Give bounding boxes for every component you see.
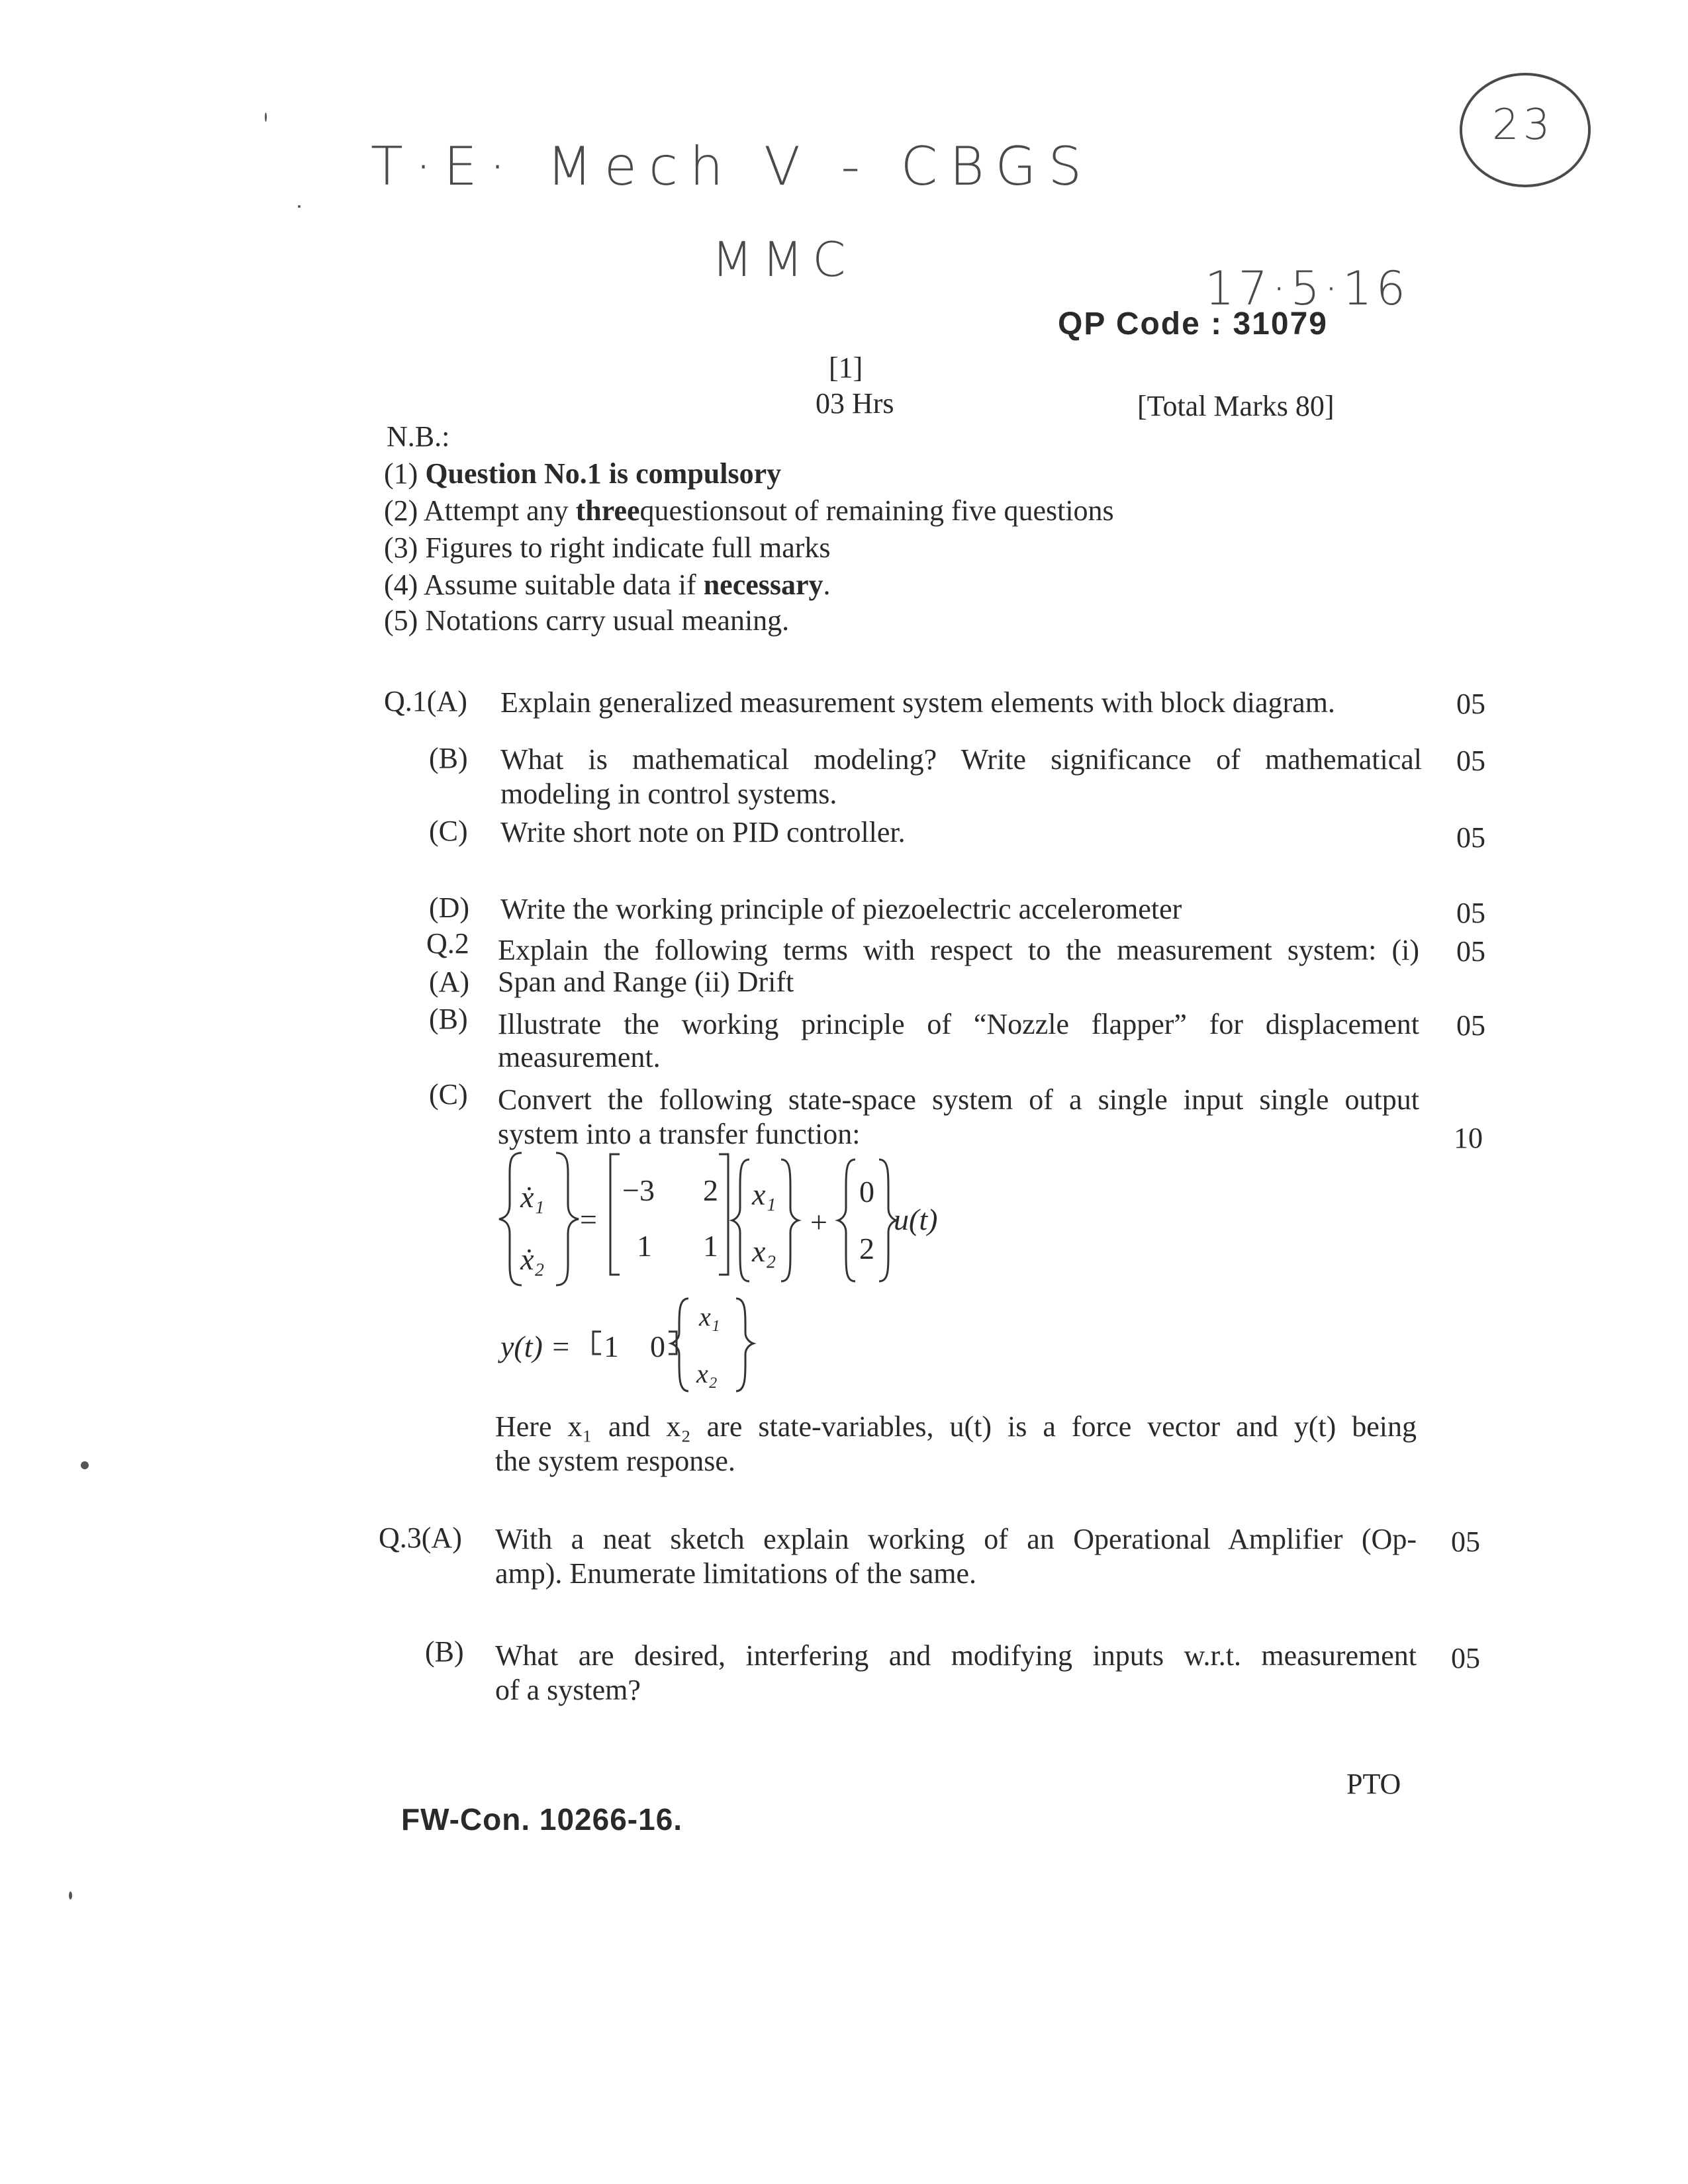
question-marks: 05	[1451, 1642, 1480, 1674]
scan-speck	[81, 1461, 89, 1469]
plus-sign: +	[810, 1205, 827, 1239]
scan-speck	[265, 113, 267, 122]
scan-speck	[69, 1891, 72, 1899]
instruction-num: (2)	[384, 494, 418, 527]
question-text: Write short note on PID controller.	[500, 816, 906, 848]
state-space-brackets	[490, 1145, 1086, 1423]
handwritten-date: 17·5·16	[1205, 261, 1410, 316]
handwritten-subject: MMC	[712, 232, 855, 287]
instruction-num: (4)	[384, 569, 418, 601]
question-text: Span and Range (ii) Drift	[498, 966, 794, 998]
question-marks: 05	[1456, 1009, 1485, 1042]
question-label: (B)	[429, 1003, 468, 1035]
instruction-pre: Figures to right indicate full marks	[425, 531, 831, 564]
question-label: (A)	[429, 966, 470, 998]
question-label: (C)	[429, 815, 468, 847]
matrix-c-cell: 1	[604, 1330, 619, 1363]
state-var-2: x₂	[752, 1234, 776, 1268]
question-marks: 05	[1456, 688, 1485, 720]
question-label: (B)	[429, 742, 468, 774]
footer-code: FW-Con. 10266-16.	[401, 1802, 683, 1837]
question-text-cont: modeling in control systems.	[500, 778, 837, 810]
question-text: What are desired, interfering and modifying inputs w.r.t. measurement	[495, 1639, 1417, 1672]
instruction-1	[384, 457, 781, 491]
question-text-cont: amp). Enumerate limitations of the same.	[495, 1557, 977, 1590]
matrix-c-cell: 0	[650, 1330, 665, 1363]
question-text-cont: of a system?	[495, 1674, 641, 1706]
input-signal: u(t)	[894, 1203, 938, 1236]
question-marks: 05	[1456, 935, 1485, 968]
circled-number: 23	[1492, 101, 1554, 150]
output-lhs: y(t) =	[500, 1330, 571, 1363]
question-text: Convert the following state-space system of a single input single output	[498, 1083, 1419, 1116]
handwritten-course: T·E· Mech V - CBGS	[371, 136, 1094, 197]
output-state-var-1: x₁	[699, 1302, 720, 1332]
equation-note-cont: the system response.	[495, 1445, 735, 1477]
state-var-1: x₁	[752, 1177, 776, 1211]
instruction-post: questionsout of remaining five questions	[639, 494, 1114, 527]
state-derivative-2: ẋ₂	[520, 1242, 545, 1276]
matrix-a-cell: 2	[703, 1173, 718, 1207]
question-text: Write the working principle of piezoelectric accelerometer	[500, 893, 1182, 925]
question-label: (C)	[429, 1078, 468, 1111]
state-derivative-1: ẋ₁	[520, 1180, 545, 1214]
instruction-4	[384, 568, 831, 602]
question-label: (B)	[425, 1635, 464, 1668]
question-text-cont: system into a transfer function:	[498, 1118, 861, 1150]
equals-sign: =	[580, 1203, 597, 1236]
instruction-5	[384, 604, 789, 638]
instruction-post: .	[823, 569, 831, 601]
instruction-num: (5)	[384, 604, 418, 637]
equation-note: Here x₁ and x₂ are state-variables, u(t) is a force vector and y(t) being	[495, 1410, 1417, 1443]
question-text: Illustrate the working principle of “Nozzle flapper” for displacement	[498, 1008, 1419, 1040]
question-marks: 05	[1451, 1525, 1480, 1558]
matrix-b-cell: 0	[859, 1175, 874, 1208]
question-marks: 05	[1456, 821, 1485, 854]
matrix-a-cell: 1	[637, 1229, 652, 1263]
instruction-num: (3)	[384, 531, 418, 564]
question-text: With a neat sketch explain working of an Operational Amplifier (Op-	[495, 1523, 1417, 1555]
question-label: (D)	[429, 891, 470, 924]
page-marker: [1]	[829, 351, 863, 384]
matrix-b-cell: 2	[859, 1232, 874, 1265]
question-marks: 05	[1456, 897, 1485, 929]
instruction-pre: Attempt any	[423, 494, 576, 527]
total-marks: [Total Marks 80]	[1137, 390, 1335, 422]
scan-speck	[298, 205, 301, 208]
question-text: Explain generalized measurement system elements with block diagram.	[500, 686, 1335, 719]
question-marks: 05	[1456, 745, 1485, 777]
instruction-bold: Question No.1 is compulsory	[425, 457, 782, 490]
question-marks: 10	[1454, 1122, 1483, 1154]
circled-number-stamp	[1460, 73, 1591, 187]
qp-code: QP Code : 31079	[1058, 306, 1328, 341]
instruction-pre: Assume suitable data if	[423, 569, 704, 601]
instruction-2	[384, 494, 1114, 528]
matrix-a-cell: −3	[622, 1173, 655, 1207]
instructions-heading: N.B.:	[387, 420, 450, 453]
instruction-num: (1)	[384, 457, 418, 490]
instruction-bold: three	[575, 494, 640, 527]
matrix-a-cell: 1	[703, 1229, 718, 1263]
question-label: Q.3(A)	[379, 1522, 462, 1554]
instruction-bold: necessary	[703, 569, 823, 601]
duration: 03 Hrs	[816, 387, 894, 420]
instruction-3	[384, 531, 831, 565]
instruction-pre: Notations carry usual meaning.	[425, 604, 790, 637]
question-label: Q.1(A)	[384, 685, 467, 717]
question-text: Explain the following terms with respect to the measurement system: (i)	[498, 934, 1419, 966]
question-text-cont: measurement.	[498, 1041, 661, 1073]
question-label: Q.2	[426, 927, 469, 960]
output-state-var-2: x₂	[696, 1359, 718, 1388]
pto-label: PTO	[1346, 1768, 1401, 1800]
question-text: What is mathematical modeling? Write significance of mathematical	[500, 743, 1422, 776]
